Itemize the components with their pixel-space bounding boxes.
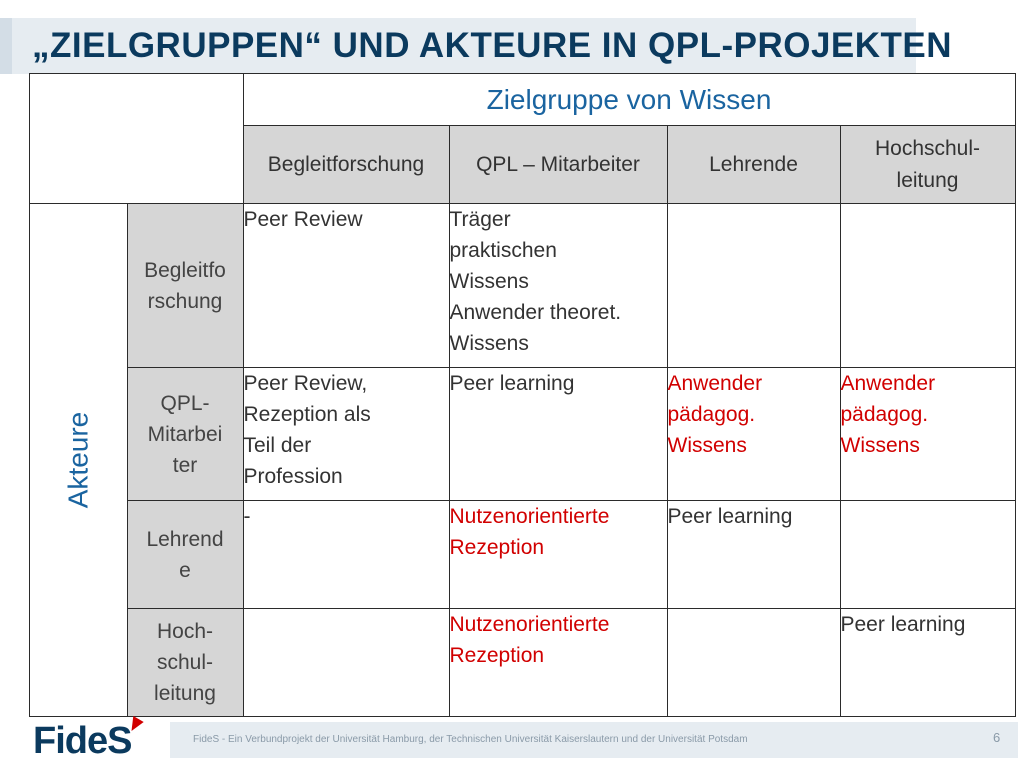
- table-cell: Peer learning: [667, 501, 840, 609]
- column-header-begleitforschung: Begleitforschung: [243, 126, 449, 204]
- row-header-qpl-mitarbeiter: QPL- Mitarbei ter: [127, 368, 243, 501]
- row-header-begleitforschung: Begleitfo rschung: [127, 204, 243, 368]
- group-header: Zielgruppe von Wissen: [243, 74, 1015, 126]
- fides-logo: [33, 718, 143, 764]
- logo-text: FideS: [33, 720, 132, 762]
- table-cell-highlight: Anwender pädagog. Wissens: [840, 368, 1015, 501]
- page-number: 6: [993, 730, 1001, 745]
- column-header-hochschulleitung: Hochschul- leitung: [840, 126, 1015, 204]
- table-cell: Peer learning: [449, 368, 667, 501]
- table-cell: [667, 204, 840, 368]
- axis-cell: [30, 204, 128, 717]
- table-cell: Träger praktischen Wissens Anwender theoret. Wissens: [449, 204, 667, 368]
- axis-label-akteure: Akteure: [62, 411, 94, 509]
- table-cell-highlight: Anwender pädagog. Wissens: [667, 368, 840, 501]
- table-cell: [243, 609, 449, 717]
- row-header-hochschulleitung: Hoch- schul- leitung: [127, 609, 243, 717]
- footer-text: FideS - Ein Verbundprojekt der Universität Hamburg, der Technischen Universität Kaiserslautern und der Universität Potsdam: [193, 734, 748, 745]
- corner-cell: [30, 74, 244, 204]
- table-cell: Peer Review: [243, 204, 449, 368]
- table-cell: -: [243, 501, 449, 609]
- table-cell-highlight: Nutzenorientierte Rezeption: [449, 609, 667, 717]
- column-header-lehrende: Lehrende: [667, 126, 840, 204]
- column-header-qpl-mitarbeiter: QPL – Mitarbeiter: [449, 126, 667, 204]
- title-band-accent: [0, 18, 12, 74]
- table-cell-highlight: Nutzenorientierte Rezeption: [449, 501, 667, 609]
- row-header-lehrende: Lehrend e: [127, 501, 243, 609]
- table-cell: Peer learning: [840, 609, 1015, 717]
- table-cell: Peer Review, Rezeption als Teil der Profession: [243, 368, 449, 501]
- table-cell: [840, 501, 1015, 609]
- target-group-matrix: [29, 73, 1016, 717]
- table-cell: [667, 609, 840, 717]
- slide-title: „ZIELGRUPPEN“ UND AKTEURE IN QPL-PROJEKTEN: [32, 26, 953, 65]
- table-cell: [840, 204, 1015, 368]
